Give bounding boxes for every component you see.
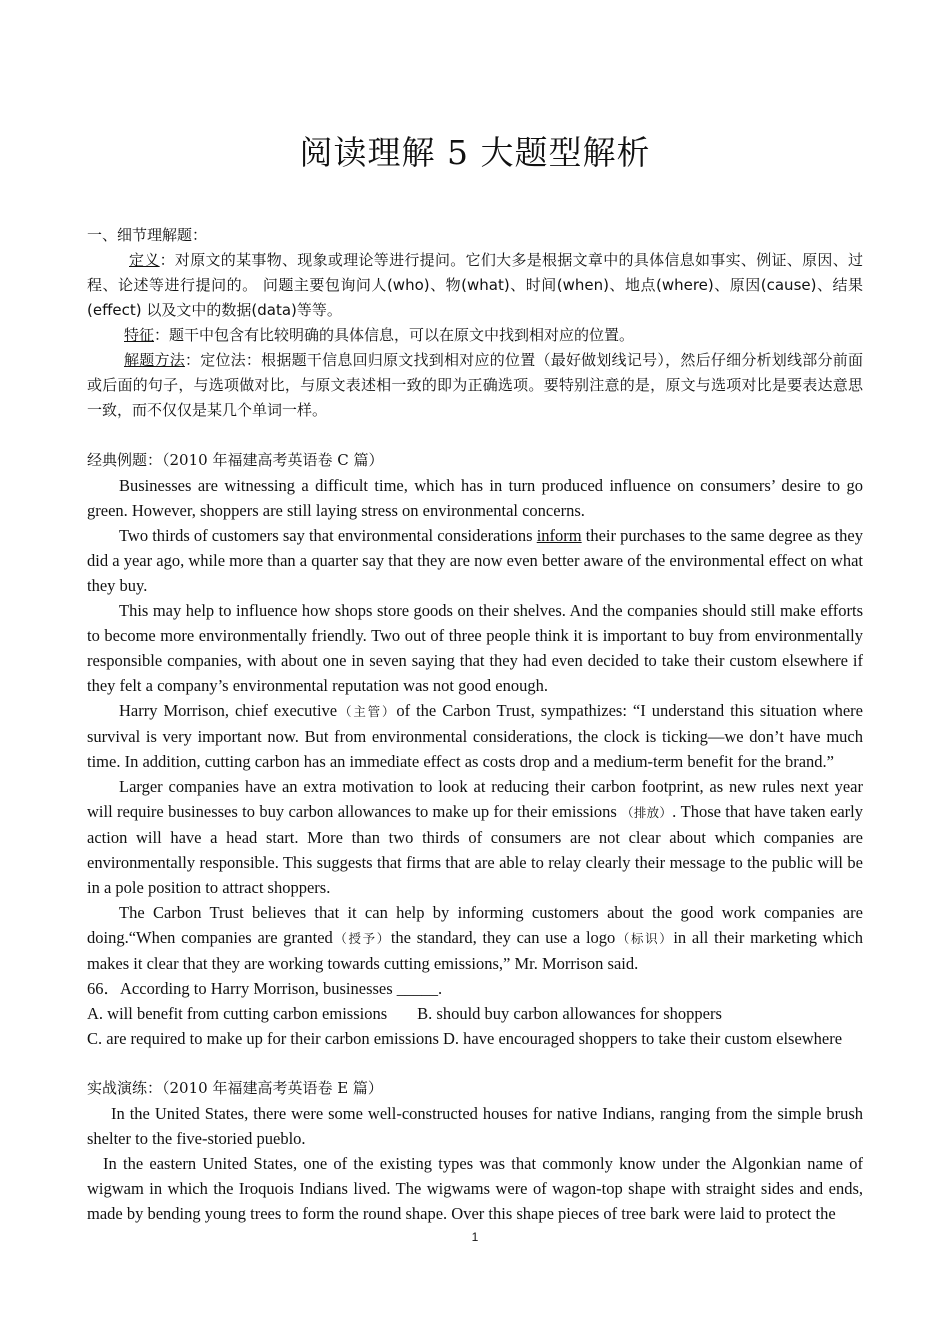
option-a: A. will benefit from cutting carbon emissions xyxy=(87,1004,388,1023)
practice-label: 实战演练：（2010 年福建高考英语卷 E 篇） xyxy=(87,1079,383,1097)
option-b: B. should buy carbon allowances for shoppers xyxy=(417,1004,722,1023)
gloss-note: （排放） xyxy=(621,805,673,820)
practice-paragraph-1: In the United States, there were some well-constructed houses for native Indians, ranging from the simple brush shelter to the five-storied pueblo. xyxy=(87,1104,863,1148)
definition-paragraph xyxy=(87,248,863,323)
spacer xyxy=(87,1051,863,1076)
example-p2-after: their purchases to the same degree as they did a year ago, while more than a quarter say that they are now even better aware of the environmental effect on what they buy. xyxy=(87,526,863,595)
example-p5-b: . Those that have taken early action will have a head start. More than two thirds of consumers are not clear about which companies are environmentally responsible. This suggests that firms that are able to relay clearly their message to the public will be in a pole position to attract shoppers. xyxy=(87,802,863,897)
spacer xyxy=(87,423,863,448)
feature-label: 特征 xyxy=(124,326,155,344)
method-text: ：定位法：根据题干信息回归原文找到相对应的位置（最好做划线记号），然后仔细分析划线部分前面或后面的句子，与选项做对比，与原文表述相一致的即为正确选项。要特别注意的是，原文与选项对比是要表达意思一致，而不仅仅是某几个单词一样。 xyxy=(87,351,863,419)
gloss-note: （标识） xyxy=(615,931,674,946)
example-paragraph-1: Businesses are witnessing a difficult time, which has in turn produced influence on consumers’ desire to go green. However, shoppers are still laying stress on environmental concerns. xyxy=(87,476,863,520)
definition-label: 定义 xyxy=(129,251,160,269)
section-heading: 一、细节理解题： xyxy=(87,226,208,244)
method-paragraph xyxy=(87,348,863,423)
example-label: 经典例题：（2010 年福建高考英语卷 C 篇） xyxy=(87,451,384,469)
gloss-note: （主管） xyxy=(337,704,397,719)
example-p4-b: of the Carbon Trust, sympathizes: “I understand this situation where survival is very important now. But from environmental considerations, the clock is ticking—we don’t have much time. In addition, cutting carbon has an immediate effect as costs drop and a medium-term benefit for the brand.” xyxy=(87,701,863,771)
example-paragraph-3: This may help to influence how shops store goods on their shelves. And the companies should still make efforts to become more environmentally friendly. Two out of three people think it is important to buy from environmentally responsible companies, with about one in seven saying that they had even decided to take their custom elsewhere if they felt a company’s environmental reputation was not good enough. xyxy=(87,601,863,695)
example-paragraph-4 xyxy=(87,698,863,774)
example-p6-b: the standard, they can use a logo xyxy=(390,928,616,947)
example-p6-c: in all their marketing which makes it clear that they are working towards cutting emissions,” Mr. Morrison said. xyxy=(87,928,864,973)
practice-paragraph-2: In the eastern United States, one of the existing types was that commonly know under the Algonkian name of wigwam in which the Iroquois Indians lived. The wigwams were of wagon-top shape with straight sides and ends, made by bending young trees to form the round shape. Over this shape pieces of tree bark were laid to protect the xyxy=(87,1154,863,1223)
definition-text: ：对原文的某事物、现象或理论等进行提问。它们大多是根据文章中的具体信息如事实、例证、原因、过程、论述等进行提问的。 问题主要包询问人(who)、物(what)、时间(when)、地点(where)、原因(cause)、结果(effect) 以及文中的数据(data)等等。 xyxy=(87,251,863,319)
example-paragraph-5 xyxy=(87,774,863,900)
example-p4-a: Harry Morrison, chief executive xyxy=(119,701,338,720)
example-paragraph-2 xyxy=(87,523,863,598)
question-stem: 66．According to Harry Morrison, businesses _____. xyxy=(87,979,443,998)
underlined-word: inform xyxy=(536,526,582,545)
example-paragraph-6 xyxy=(87,900,863,976)
options-row-cd xyxy=(87,1026,863,1051)
feature-text: ：题干中包含有比较明确的具体信息，可以在原文中找到相对应的位置。 xyxy=(154,326,635,344)
option-c: C. are required to make up for their carbon emissions xyxy=(87,1029,439,1048)
page-number: 1 xyxy=(471,1230,479,1244)
example-p6-a: The Carbon Trust believes that it can help by informing customers about the good work companies are doing.“When companies are granted xyxy=(87,903,863,947)
example-p5-a: Larger companies have an extra motivation to look at reducing their carbon footprint, as new rules next year will require businesses to buy carbon allowances to make up for their emissions xyxy=(87,777,863,821)
option-d: D. have encouraged shoppers to take their custom elsewhere xyxy=(443,1029,843,1048)
feature-paragraph xyxy=(87,323,863,348)
page-title: 阅读理解 5 大题型解析 xyxy=(299,133,651,172)
method-label: 解题方法 xyxy=(124,351,185,369)
gloss-note: （授予） xyxy=(332,931,391,946)
options-row-ab xyxy=(87,1001,863,1026)
example-p2-before: Two thirds of customers say that environmental considerations xyxy=(119,526,537,545)
